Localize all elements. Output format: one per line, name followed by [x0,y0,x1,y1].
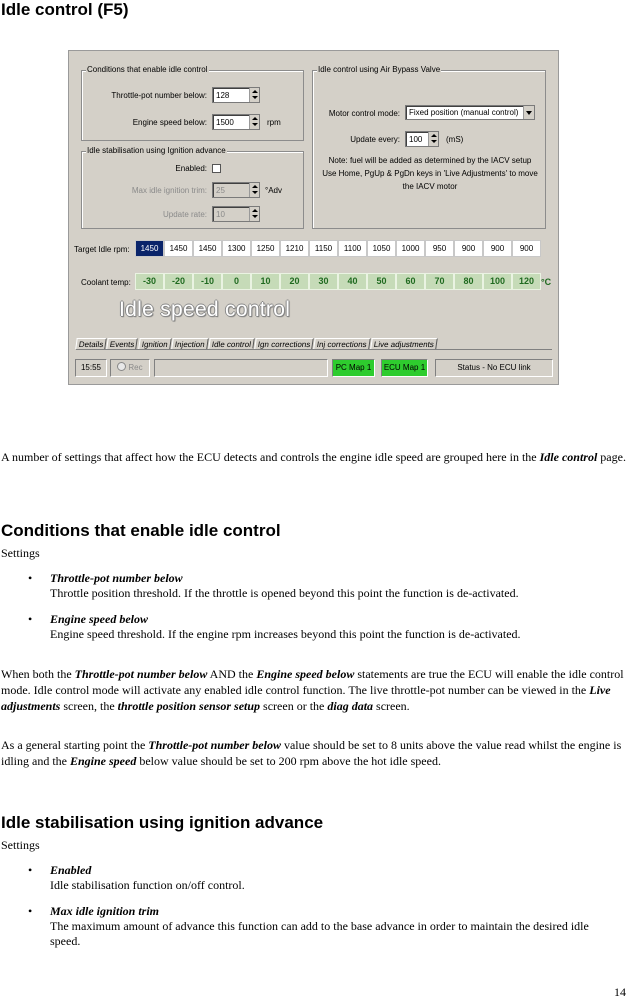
text: As a general starting point the [1,738,149,752]
rec-box[interactable] [110,359,150,377]
bullet-title: Throttle-pot number below [50,571,183,585]
time-box: 15:55 [75,359,107,377]
tab-details[interactable]: Details [75,338,107,349]
rpm-unit: rpm [267,118,281,127]
coolant-temp-cell: 100 [483,273,512,290]
coolant-temp-cell: 10 [251,273,280,290]
update-every-spinner[interactable] [405,131,439,147]
update-rate-label: Update rate: [162,210,207,219]
bullet-text: Idle stabilisation function on/off control. [50,878,245,892]
throttle-value: 128 [216,91,230,100]
adv-unit: °Adv [265,186,282,195]
max-trim-value: 25 [216,186,225,195]
text: statements are true the ECU will enable the idle control mode. Idle control mode will activate any enabled idle control function. The live throttle-pot number can be viewed in the [1,667,624,697]
target-rpm-row [135,240,541,257]
section1-settings: Settings [1,546,40,560]
bold-text: Engine speed [70,754,137,768]
update-every-label: Update every: [350,135,400,144]
bullet-icon: • [28,904,33,918]
target-rpm-cell[interactable]: 1150 [309,240,338,257]
section1-paragraph-1 [1,666,627,714]
note-line-2: Use Home, PgUp & PgDn keys in 'Live Adjustments' to move [322,169,538,178]
coolant-temp-cell: -30 [135,273,164,290]
motor-mode-select[interactable] [405,105,535,120]
link-status: Status - No ECU link [435,359,553,377]
tab-inj-corrections[interactable]: Inj corrections [313,338,370,349]
page-heading: Idle control (F5) [1,0,129,19]
text: AND the [207,667,257,681]
idle-speed-control-title: Idle speed control [119,298,291,321]
spin-arrows-icon[interactable] [428,132,438,146]
spin-arrows-icon[interactable] [249,115,259,129]
target-rpm-label: Target Idle rpm: [74,245,130,254]
coolant-temp-row [135,273,541,290]
update-every-value: 100 [409,135,423,144]
target-rpm-cell[interactable]: 950 [425,240,454,257]
coolant-temp-cell: 60 [396,273,425,290]
engine-speed-spinner[interactable] [212,114,260,130]
text: below value should be set to 200 rpm above the hot idle speed. [136,754,441,768]
target-rpm-cell[interactable]: 1450 [164,240,193,257]
bold-text: Live adjustments [1,683,611,713]
max-trim-label: Max idle ignition trim: [131,186,207,195]
target-rpm-cell[interactable]: 1250 [251,240,280,257]
bullet-icon: • [28,571,33,585]
bullet-icon: • [28,863,33,877]
iacv-group-title: Idle control using Air Bypass Valve [318,65,441,74]
status-bar [69,354,558,384]
conditions-group [81,65,304,141]
section2-settings: Settings [1,838,40,852]
motor-mode-value: Fixed position (manual control) [409,108,519,117]
ecu-map-badge: ECU Map 1 [381,359,428,377]
iacv-group [312,65,546,229]
bullet-title: Enabled [50,863,92,877]
ms-unit: (mS) [446,135,464,144]
section2-bullet-1 [28,863,620,893]
max-trim-spinner[interactable] [212,182,260,198]
page-number: 14 [614,985,626,999]
bullet-text: Throttle position threshold. If the throttle is opened beyond this point the function is de-activated. [50,586,519,600]
intro-bold: Idle control [539,450,598,464]
text: value should be set to 8 units above the value read whilst the engine is idling and the [1,738,622,768]
coolant-temp-cell: 30 [309,273,338,290]
target-rpm-cell[interactable]: 900 [483,240,512,257]
update-rate-spinner[interactable] [212,206,260,222]
rec-label: Rec [128,363,143,372]
bold-text: throttle position sensor setup [117,699,261,713]
stabilisation-group-title: Idle stabilisation using Ignition advance [87,146,226,155]
target-rpm-cell[interactable]: 1300 [222,240,251,257]
enabled-label: Enabled: [175,164,207,173]
coolant-temp-cell: 0 [222,273,251,290]
target-rpm-cell[interactable]: 900 [512,240,541,257]
tab-live-adjustments[interactable]: Live adjustments [370,338,438,349]
tab-ign-corrections[interactable]: Ign corrections [254,338,314,349]
tab-events[interactable]: Events [107,338,139,349]
engine-speed-label: Engine speed below: [132,118,207,127]
section1-title: Conditions that enable idle control [1,521,281,540]
coolant-temp-cell: -10 [193,273,222,290]
section2-title: Idle stabilisation using ignition advance [1,813,324,832]
progress-box [154,359,328,377]
coolant-temp-cell: 80 [454,273,483,290]
spin-arrows-icon[interactable] [249,207,259,221]
throttle-label: Throttle-pot number below: [111,91,207,100]
bold-text: diag data [327,699,374,713]
section1-paragraph-2 [1,737,627,769]
tab-idle-control[interactable]: Idle control [208,338,255,349]
target-rpm-cell[interactable]: 1050 [367,240,396,257]
bullet-icon: • [28,612,33,626]
record-icon [117,362,126,371]
section1-bullet-2 [28,612,620,642]
bullet-text: Engine speed threshold. If the engine rpm increases beyond this point the function is de-activated. [50,627,521,641]
coolant-temp-cell: 120 [512,273,541,290]
intro-text: A number of settings that affect how the ECU detects and controls the engine idle speed are grouped here in the [1,450,540,464]
note-line-3: the IACV motor [402,182,458,191]
pc-map-badge: PC Map 1 [332,359,375,377]
coolant-temp-cell: 20 [280,273,309,290]
idle-control-window [68,50,559,385]
engine-speed-value: 1500 [216,118,234,127]
motor-mode-label: Motor control mode: [328,109,400,118]
target-rpm-cell[interactable]: 1210 [280,240,309,257]
bold-text: Throttle-pot number below [74,667,208,681]
tab-bar [76,338,438,349]
coolant-temp-cell: 40 [338,273,367,290]
text: screen. [373,699,410,713]
text: When both the [1,667,75,681]
section2-bullet-2 [28,904,620,949]
coolant-temp-cell: 50 [367,273,396,290]
target-rpm-cell[interactable]: 1450 [193,240,222,257]
conditions-group-title: Conditions that enable idle control [87,65,208,74]
celsius-unit: °C [541,277,552,287]
coolant-label: Coolant temp: [81,278,131,287]
update-rate-value: 10 [216,210,225,219]
text: screen, the [60,699,118,713]
bold-text: Throttle-pot number below [148,738,281,752]
intro-paragraph [1,449,627,465]
target-rpm-cell[interactable]: 1100 [338,240,367,257]
bullet-title: Engine speed below [50,612,148,626]
bold-text: Engine speed below [256,667,355,681]
spin-arrows-icon[interactable] [249,88,259,102]
intro-end: page. [597,450,626,464]
coolant-temp-cell: 70 [425,273,454,290]
target-rpm-cell[interactable]: 900 [454,240,483,257]
coolant-temp-cell: -20 [164,273,193,290]
stabilisation-group [81,146,304,229]
target-rpm-cell[interactable]: 1000 [396,240,425,257]
chevron-down-icon[interactable] [523,106,534,119]
tab-ignition[interactable]: Ignition [138,338,171,349]
tab-injection[interactable]: Injection [171,338,208,349]
throttle-spinner[interactable] [212,87,260,103]
tab-divider [76,349,552,350]
bullet-title: Max idle ignition trim [50,904,160,918]
text: screen or the [260,699,328,713]
section1-bullet-1 [28,571,620,601]
note-line-1: Note: fuel will be added as determined by the IACV setup [328,156,532,165]
spin-arrows-icon[interactable] [249,183,259,197]
target-rpm-cell[interactable]: 1450 [135,240,164,257]
enabled-checkbox[interactable] [212,164,221,173]
bullet-text: The maximum amount of advance this function can add to the base advance in order to maintain the desired idle speed. [50,919,589,948]
